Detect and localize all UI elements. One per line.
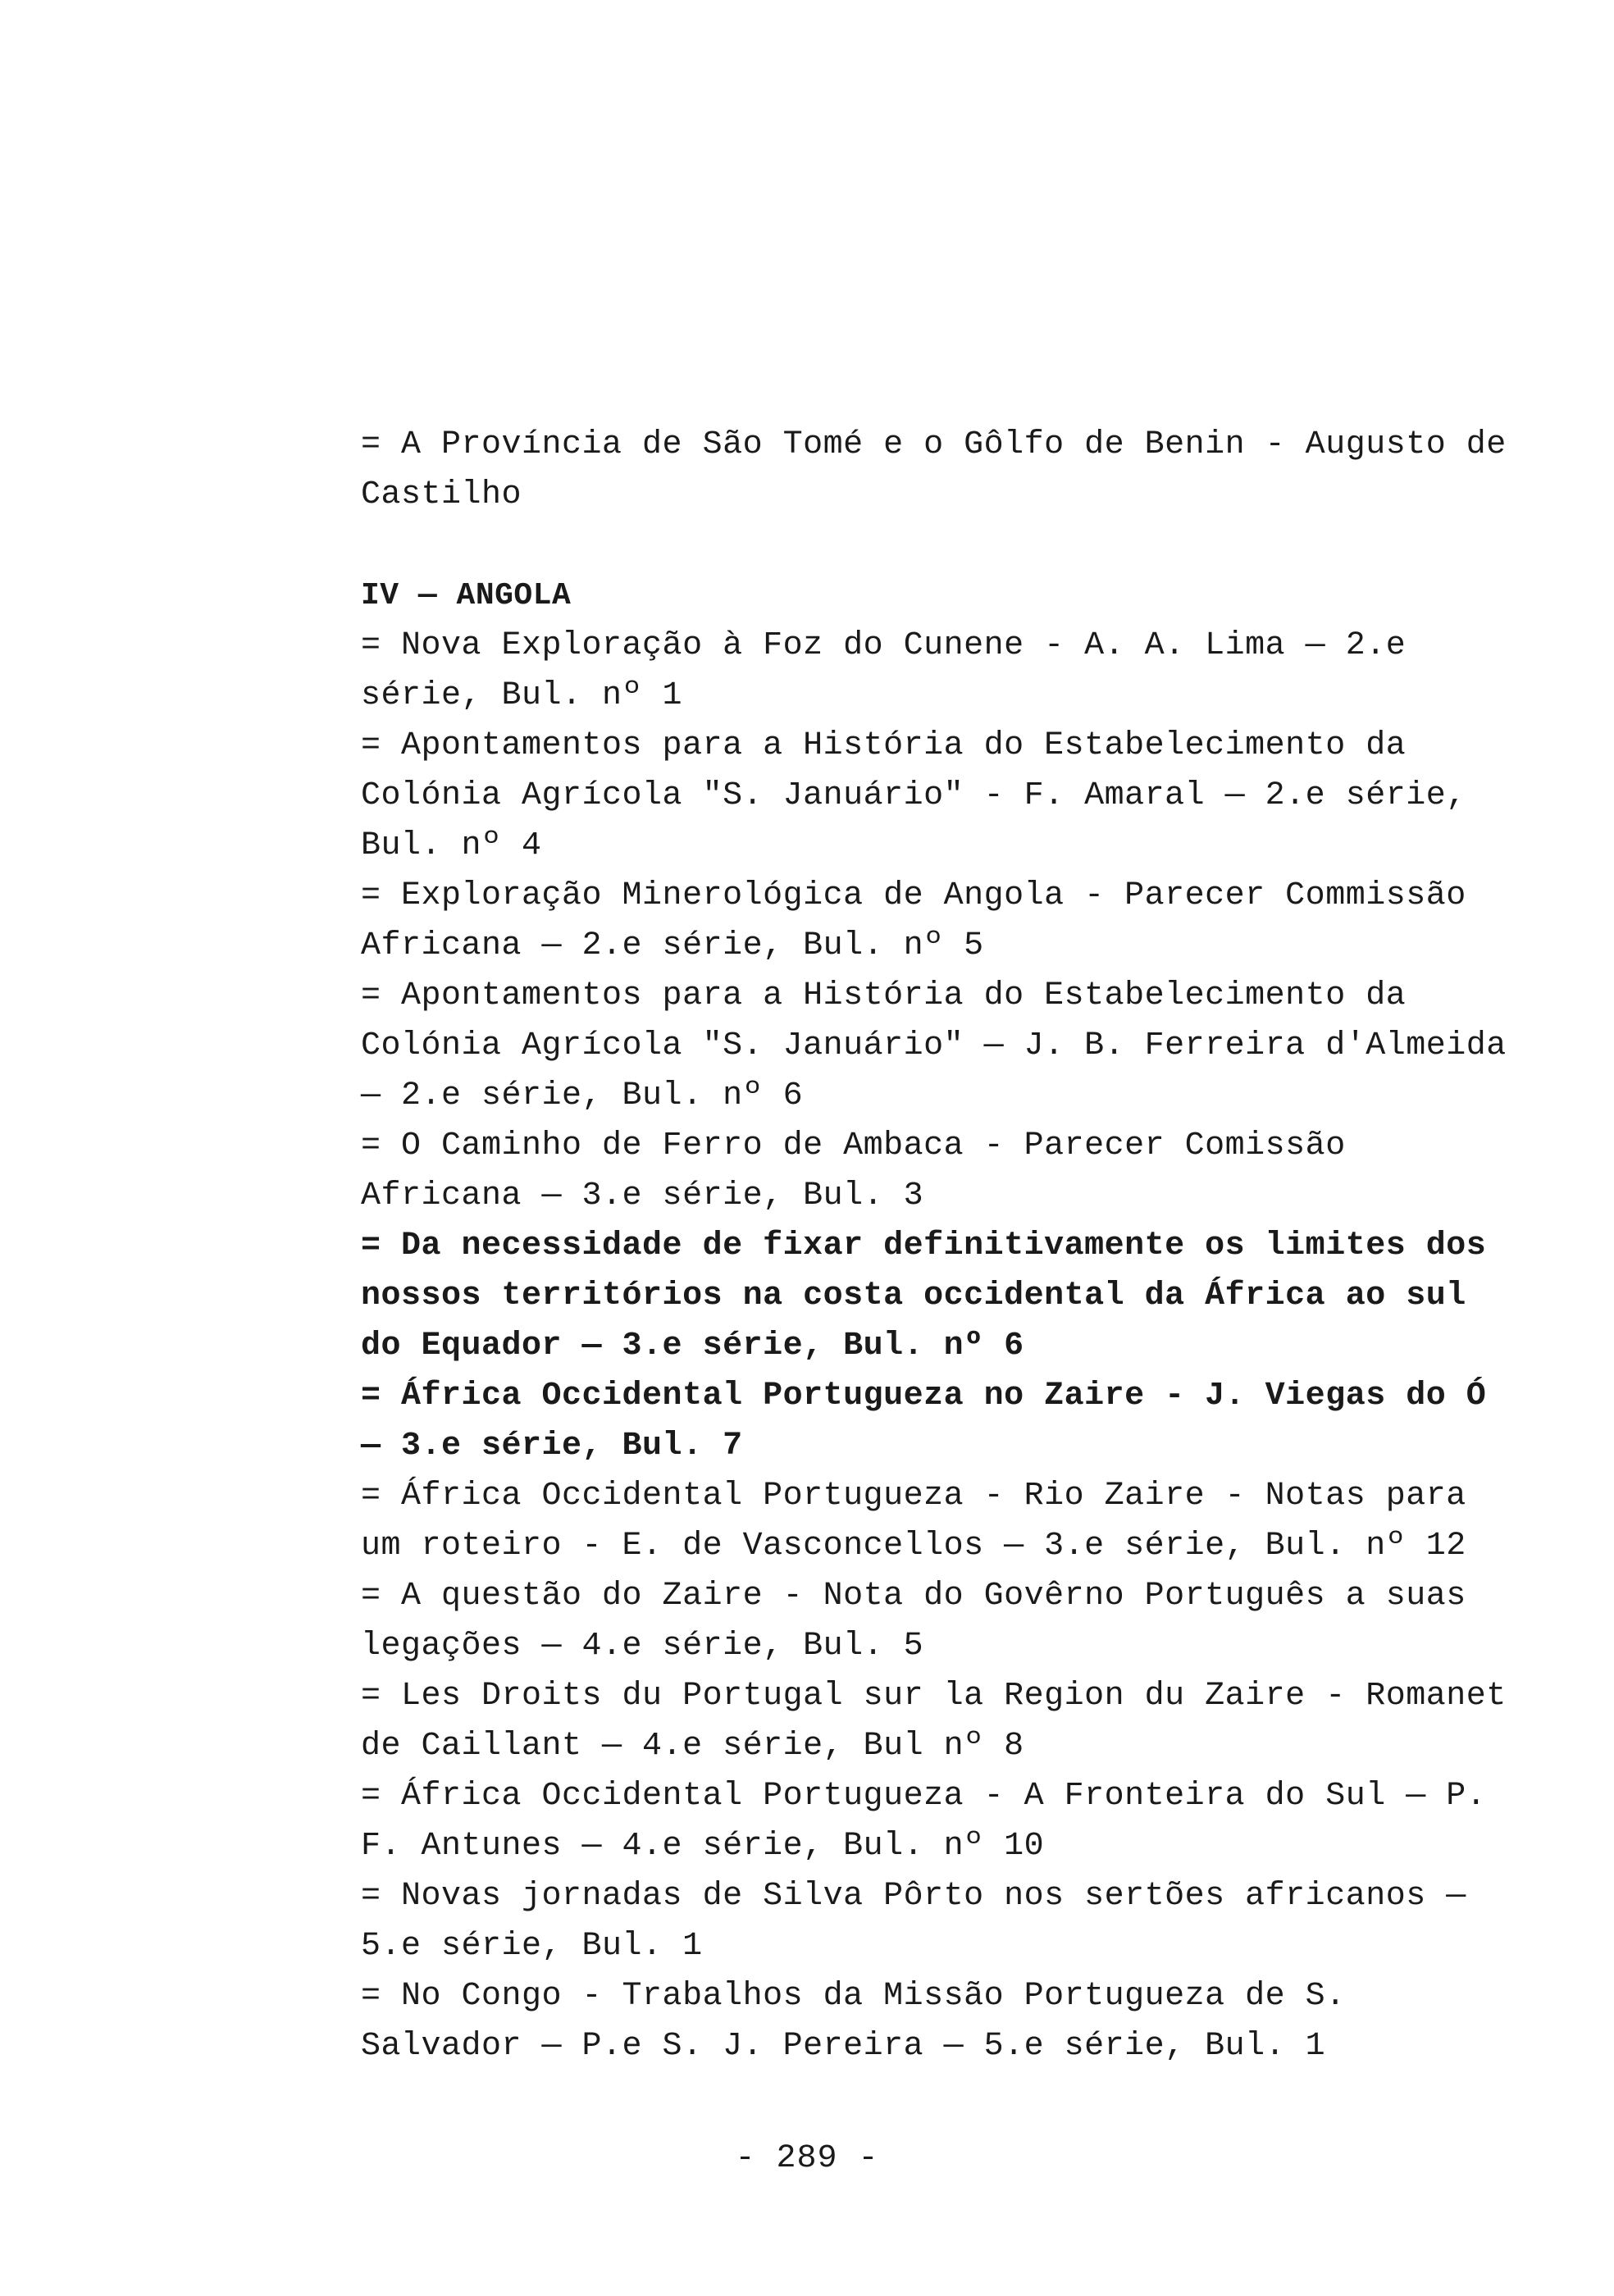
entry-africa-occidental-zaire: = África Occidental Portugueza no Zaire - J. Viegas do Ó — 3.e série, Bul. 7 bbox=[361, 1378, 1507, 1465]
entry-exploracao-minerologica: = Exploração Minerológica de Angola - Parecer Commissão Africana — 2.e série, Bul. nº 5 bbox=[361, 877, 1487, 964]
entry-limites-territorios: = Da necessidade de fixar definitivamente os limites dos nossos territórios na costa occidental da África ao sul do Equador — 3.e série, Bul. nº 6 bbox=[361, 1228, 1507, 1364]
entry-foz-cunene: = Nova Exploração à Foz do Cunene - A. A. Lima — 2.e série, Bul. nº 1 bbox=[361, 627, 1426, 714]
entry-questao-zaire: = A questão do Zaire - Nota do Govêrno Português a suas legações — 4.e série, Bul. 5 bbox=[361, 1578, 1487, 1665]
page-number: - 289 - bbox=[735, 2140, 879, 2177]
entry-missao-congo: = No Congo - Trabalhos da Missão Portugueza de S. Salvador — P.e S. J. Pereira — 5.e série, Bul. 1 bbox=[361, 1978, 1366, 2065]
entry-sao-tome-benin: = A Província de São Tomé e o Gôlfo de Benin - Augusto de Castilho bbox=[361, 426, 1527, 513]
entry-rio-zaire-roteiro: = África Occidental Portugueza - Rio Zaire - Notas para um roteiro - E. de Vasconcellos — 3.e série, Bul. nº 12 bbox=[361, 1478, 1487, 1565]
entry-caminho-ferro-ambaca: = O Caminho de Ferro de Ambaca - Parecer Comissão Africana — 3.e série, Bul. 3 bbox=[361, 1128, 1366, 1214]
entry-silva-porto: = Novas jornadas de Silva Pôrto nos sertões africanos — 5.e série, Bul. 1 bbox=[361, 1878, 1487, 1965]
bibliography-list bbox=[361, 420, 1525, 2071]
entry-colonia-agricola-amaral: = Apontamentos para a História do Estabelecimento da Colónia Agrícola "S. Januário" - F. Amaral — 2.e série, Bul. nº 4 bbox=[361, 727, 1487, 864]
entry-fronteira-sul: = África Occidental Portugueza - A Fronteira do Sul — P. F. Antunes — 4.e série, Bul. nº 10 bbox=[361, 1778, 1507, 1865]
section-heading-angola: IV — ANGOLA bbox=[361, 578, 572, 613]
entry-colonia-agricola-almeida: = Apontamentos para a História do Estabelecimento da Colónia Agrícola "S. Januário" — J. B. Ferreira d'Almeida — 2.e série, Bul. nº 6 bbox=[361, 977, 1527, 1114]
entry-droits-portugal: = Les Droits du Portugal sur la Region du Zaire - Romanet de Caillant — 4.e série, Bul nº 8 bbox=[361, 1678, 1527, 1765]
